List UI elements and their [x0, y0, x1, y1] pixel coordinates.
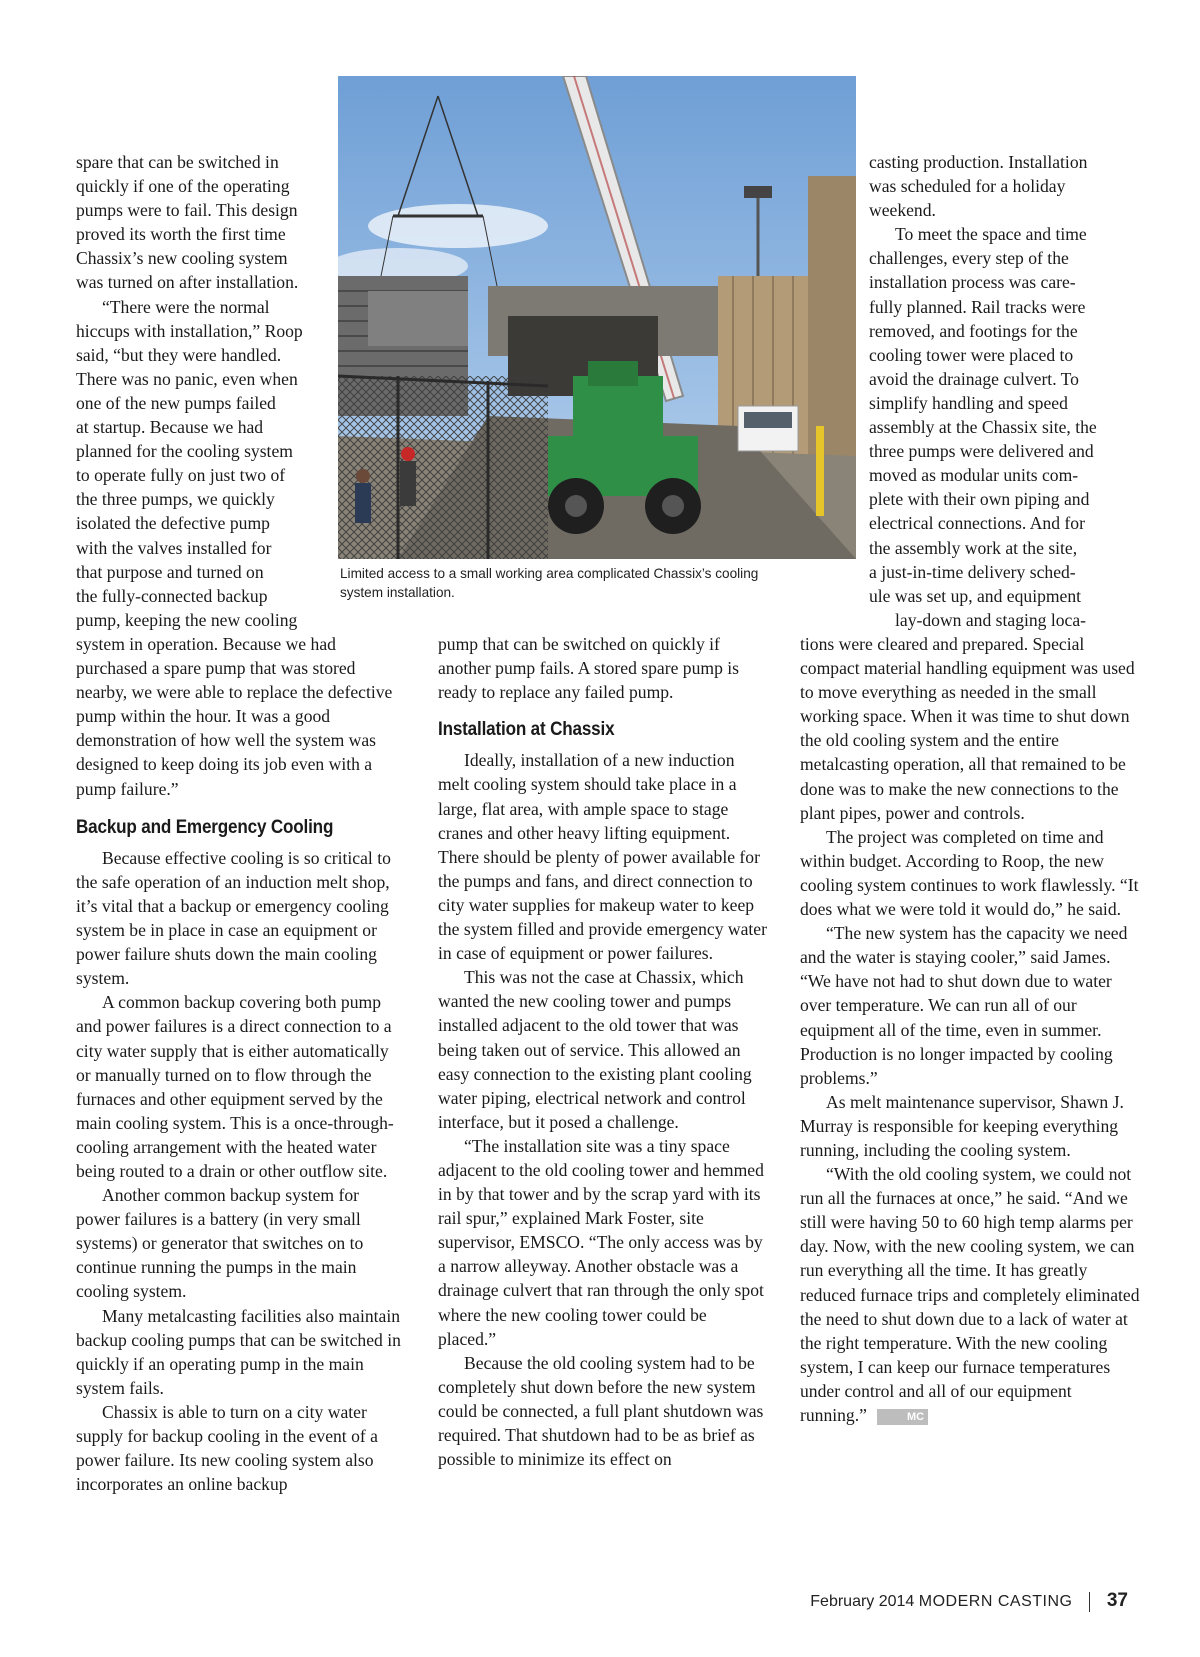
- text-line: isolated the defective pump: [76, 513, 270, 534]
- paragraph: “The new system has the capacity we need and the water is staying cooler,” said James. “We have not had to shut down due to water over temperature. We can run all of our equipment all of the time, even in summer. Production is no longer impacted by cooling problems.”: [800, 923, 1128, 1088]
- photo-caption: [340, 564, 810, 602]
- paragraph: Another common backup system for power failures is a battery (in very small systems) or generator that switches on to continue running the pumps in the main cooling system.: [76, 1185, 364, 1302]
- text-line: a just-in-time delivery sched-: [869, 561, 1076, 582]
- paragraph: tions were cleared and prepared. Special compact material handling equipment was used to move everything as needed in the small working space. When it was time to shut down the old cooling system and the entire metalcasting operation, all that remained to be done was to make the new connections to the plant pipes, power and controls.: [800, 634, 1135, 823]
- paragraph: Chassix is able to turn on a city water supply for backup cooling in the event of a power failure. Its new cooling system also incorporates an online backup: [76, 1401, 378, 1495]
- text-line: with the valves installed for: [76, 537, 272, 558]
- text-line: “There were the normal: [102, 296, 270, 317]
- column-2: [438, 632, 768, 1471]
- text-line: electrical connections. And for: [869, 513, 1085, 534]
- paragraph: As melt maintenance supervisor, Shawn J. Murray is responsible for keeping everything running, including the cooling system.: [800, 1091, 1124, 1160]
- paragraph: Because effective cooling is so critical to the safe operation of an induction melt shop, it’s vital that a backup or emergency cooling system be in place in case an equipment or power failure shuts down the main cooling system.: [76, 847, 391, 989]
- paragraph: system in operation. Because we had purchased a spare pump that was stored nearby, we were able to replace the defective pump within the hour. It was a good demonstration of how well the system was designed to keep doing its job even with a pump failure.”: [76, 634, 393, 799]
- text-line: three pumps were delivered and: [869, 441, 1094, 462]
- text-line: Chassix’s new cooling system: [76, 248, 288, 269]
- caption-line: system installation.: [340, 585, 455, 600]
- text-line: said, “but they were handled.: [76, 344, 282, 365]
- text-line: ule was set up, and equipment: [869, 585, 1082, 606]
- paragraph-text: “With the old cooling system, we could not run all the furnaces at once,” he said. “And we still were having 50 to 60 high temp alarms per day. Now, with the new cooling system, we can run everything all the time. It has greatly reduced furnace trips and completely eliminated the need to shut down due to a lack of water at the right temperature. With the new cooling system, I can keep our furnace temperatures under control and all of our equipment running.”: [800, 1164, 1140, 1425]
- text-line: quickly if one of the operating: [76, 176, 290, 197]
- text-line: was scheduled for a holiday: [869, 176, 1066, 197]
- column-3: [800, 632, 1140, 1427]
- text-line: assembly at the Chassix site, the: [869, 417, 1097, 438]
- text-line: spare that can be switched in: [76, 152, 279, 172]
- installation-photo: [338, 76, 856, 559]
- paragraph: [800, 1162, 1140, 1427]
- text-line: the fully-connected backup: [76, 585, 268, 606]
- text-line: pump, keeping the new cooling: [76, 609, 298, 630]
- text-line: that purpose and turned on: [76, 561, 264, 582]
- page-footer: [810, 1590, 1128, 1612]
- text-line: plete with their own piping and: [869, 489, 1090, 510]
- issue-date: February 2014: [810, 1593, 915, 1610]
- column-1-top: [76, 150, 336, 632]
- text-line: removed, and footings for the: [869, 320, 1078, 341]
- text-line: at startup. Because we had: [76, 417, 264, 438]
- paragraph: Many metalcasting facilities also maintain backup cooling pumps that can be switched in quickly if an operating pump in the main system fails.: [76, 1305, 401, 1398]
- end-mark: MC: [877, 1409, 928, 1425]
- text-line: planned for the cooling system: [76, 441, 293, 462]
- paragraph: The project was completed on time and within budget. According to Roop, the new cooling system continues to work flawlessly. “It does what we were told it would do,” he said.: [800, 826, 1139, 920]
- text-line: lay-down and staging loca-: [895, 609, 1087, 630]
- text-line: installation process was care-: [869, 272, 1076, 293]
- text-line: proved its worth the first time: [76, 224, 286, 245]
- text-line: There was no panic, even when: [76, 368, 298, 389]
- text-line: pumps were to fail. This design: [76, 200, 298, 221]
- paragraph: This was not the case at Chassix, which wanted the new cooling tower and pumps installed adjacent to the old tower that was being taken out of service. This allowed an easy connection to the existing plant cooling water piping, electrical network and control interface, but it posed a challenge.: [438, 967, 752, 1132]
- text-line: casting production. Installation: [869, 152, 1088, 172]
- section-heading: Installation at Chassix: [438, 719, 615, 741]
- text-line: weekend.: [869, 200, 936, 221]
- paragraph: A common backup covering both pump and power failures is a direct connection to a city water supply that is either automatically or manually turned on to flow through the furnaces and other equipment served by the main cooling system. This is a once-through-cooling arrangement with the heated water being routed to a drain or other outflow site.: [76, 992, 394, 1181]
- paragraph: Because the old cooling system had to be completely shut down before the new system could be connected, a full plant shutdown was required. That shutdown had to be as brief as possible to minimize its effect on: [438, 1352, 764, 1470]
- column-1: [76, 632, 406, 1496]
- text-line: the assembly work at the site,: [869, 537, 1078, 558]
- text-line: avoid the drainage culvert. To: [869, 368, 1079, 389]
- page-number: 37: [1106, 1590, 1128, 1611]
- magazine-name: MODERN CASTING: [918, 1593, 1073, 1610]
- footer-divider: [1089, 1592, 1091, 1612]
- text-line: cooling tower were placed to: [869, 344, 1074, 365]
- text-line: to operate fully on just two of: [76, 465, 286, 486]
- text-line: the three pumps, we quickly: [76, 489, 275, 510]
- paragraph: Ideally, installation of a new induction melt cooling system should take place in a large, flat area, with ample space to stage cranes and other heavy lifting equipment. There should be plenty of power available for the pumps and fans, and direct connection to city water supplies for makeup water to keep the system filled and provide emergency water in case of equipment or power failures.: [438, 750, 767, 964]
- text-line: one of the new pumps failed: [76, 392, 276, 413]
- paragraph: pump that can be switched on quickly if another pump fails. A stored spare pump is ready to replace any failed pump.: [438, 634, 740, 703]
- text-line: To meet the space and time: [895, 224, 1087, 245]
- text-line: moved as modular units com-: [869, 465, 1079, 486]
- paragraph: “The installation site was a tiny space adjacent to the old cooling tower and hemmed in by that tower and by the scrap yard with its rail spur,” explained Mark Foster, site supervisor, EMSCO. “The only access was by a narrow alleyway. Another obstacle was a drainage culvert that ran through the only spot where the new cooling tower could be placed.”: [438, 1135, 764, 1349]
- text-line: challenges, every step of the: [869, 248, 1069, 269]
- section-heading: Backup and Emergency Cooling: [76, 816, 334, 838]
- text-line: simplify handling and speed: [869, 392, 1068, 413]
- caption-line: Limited access to a small working area complicated Chassix’s cooling: [340, 566, 759, 581]
- text-line: fully planned. Rail tracks were: [869, 296, 1086, 317]
- text-line: was turned on after installation.: [76, 272, 299, 293]
- column-3-top: [869, 150, 1139, 632]
- text-line: hiccups with installation,” Roop: [76, 320, 303, 341]
